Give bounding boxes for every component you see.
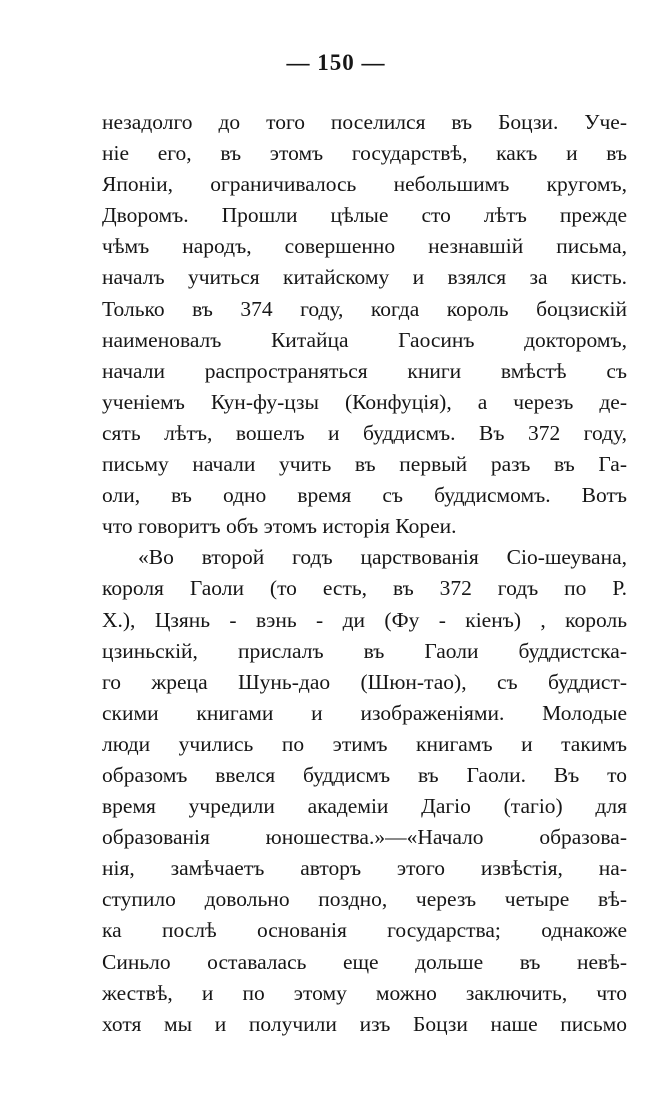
text-line: Дворомъ. Прошли цѣлые сто лѣтъ прежде xyxy=(102,203,627,228)
text-line: началъ учиться китайскому и взялся за кисть. xyxy=(102,265,627,290)
text-line: чѣмъ народъ, совершенно незнавшій письма, xyxy=(102,234,627,259)
body-text xyxy=(102,107,627,1040)
text-line: Только въ 374 году, когда король боцзискій xyxy=(102,296,627,321)
text-line: Синьло оставалась еще дольше въ невѣ- xyxy=(102,949,627,974)
text-line: го жреца Шунь-дао (Шюн-тао), съ буддист- xyxy=(102,669,627,694)
text-line: жествѣ, и по этому можно заключить, что xyxy=(102,980,627,1005)
text-line: нія, замѣчаетъ авторъ этого извѣстія, на- xyxy=(102,856,627,881)
text-line: сять лѣтъ, вошелъ и буддисмъ. Въ 372 году, xyxy=(102,420,627,445)
text-line: письму начали учить въ первый разъ въ Га- xyxy=(102,452,627,477)
text-line: что говоритъ объ этомъ исторія Кореи. xyxy=(102,514,457,539)
text-line: цзиньскій, прислалъ въ Гаоли буддистска- xyxy=(102,638,627,663)
text-line: образованія юношества.»—«Начало образова- xyxy=(102,825,627,850)
text-line: Японіи, ограничивалось небольшимъ кругомъ, xyxy=(102,172,627,197)
text-line: время учредили академіи Дагіо (тагіо) для xyxy=(102,794,627,819)
text-line: наименовалъ Китайца Гаосинъ докторомъ, xyxy=(102,327,627,352)
text-line: начали распространяться книги вмѣстѣ съ xyxy=(102,358,627,383)
text-line: «Во второй годъ царствованія Сіо-шеувана, xyxy=(138,545,627,570)
text-line: ступило довольно поздно, черезъ четыре вѣ- xyxy=(102,887,627,912)
text-line: хотя мы и получили изъ Боцзи наше письмо xyxy=(102,1011,627,1036)
text-line: ніе его, въ этомъ государствѣ, какъ и въ xyxy=(102,141,627,166)
text-line: ка послѣ основанія государства; однакоже xyxy=(102,918,627,943)
page-number: — 150 — xyxy=(286,50,386,75)
text-line: образомъ ввелся буддисмъ въ Гаоли. Въ то xyxy=(102,762,627,787)
text-line: ученіемъ Кун-фу-цзы (Конфуція), а черезъ де- xyxy=(102,389,627,414)
text-line: Х.), Цзянь - вэнь - ди (Фу - кіенъ) , король xyxy=(102,607,627,632)
text-line: оли, въ одно время съ буддисмомъ. Вотъ xyxy=(102,483,627,508)
text-line: скими книгами и изображеніями. Молодые xyxy=(102,700,627,725)
text-line: люди учились по этимъ книгамъ и такимъ xyxy=(102,731,627,756)
text-line: короля Гаоли (то есть, въ 372 годъ по Р. xyxy=(102,576,627,601)
text-line: незадолго до того поселился въ Боцзи. Уче- xyxy=(102,110,627,134)
